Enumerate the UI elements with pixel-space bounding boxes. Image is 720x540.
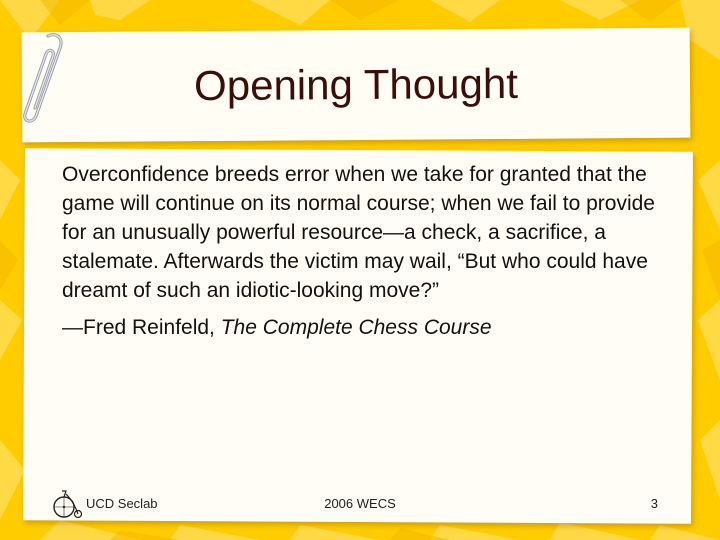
quote-body <box>62 160 672 350</box>
attribution-book-title: The Complete Chess Course <box>220 316 492 339</box>
page-number: 3 <box>650 496 658 511</box>
quote-text: Overconfidence breeds error when we take for granted that the game will continue on its normal course; when we fail to provide for an unusually powerful resource—a check, a sacrifice, a stalemate. Afterwards the victim may wail, “But who could have dreamt of such an idiotic-looking move?” <box>62 163 655 302</box>
footer-event: 2006 WECS <box>324 496 396 511</box>
quote-attribution <box>62 313 672 342</box>
paperclip-icon <box>18 28 66 128</box>
title-card <box>22 28 691 143</box>
attribution-author: —Fred Reinfeld, <box>62 316 221 339</box>
slide-footer <box>0 494 720 516</box>
footer-organization: UCD Seclab <box>86 496 158 511</box>
slide-title: Opening Thought <box>193 59 519 110</box>
